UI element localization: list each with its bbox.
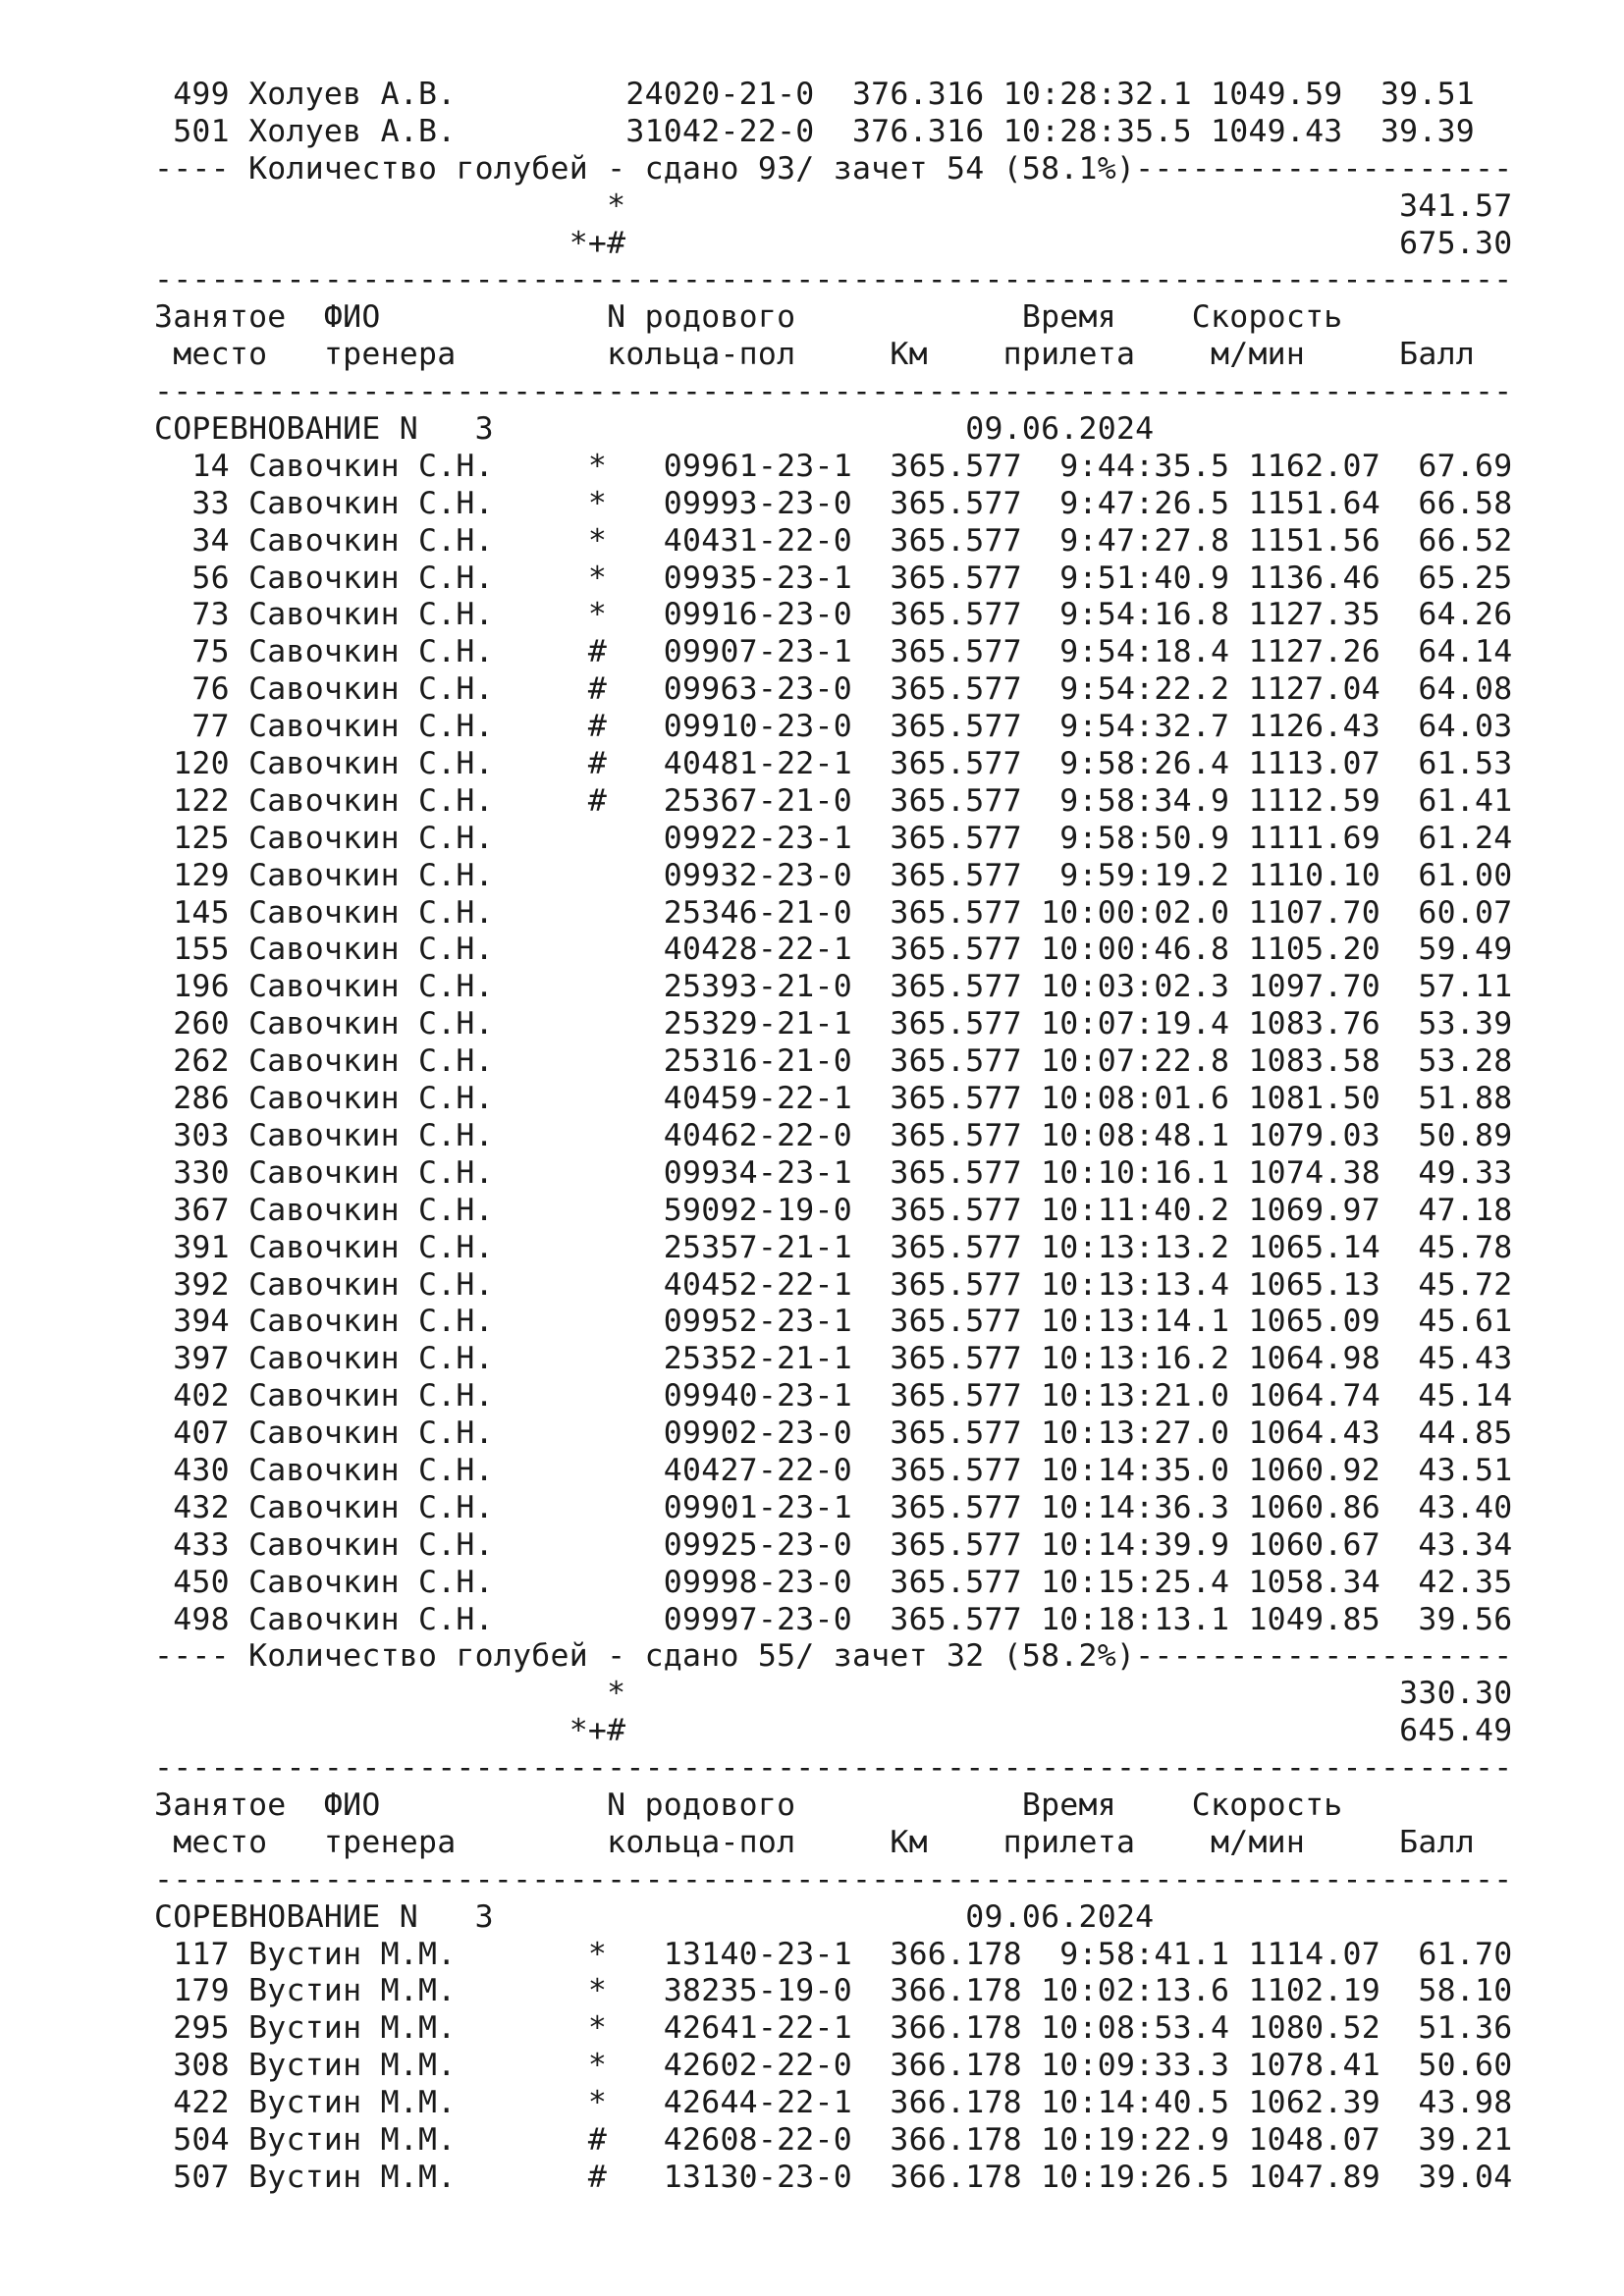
report-line: 75 Савочкин С.Н. # 09907-23-1 365.577 9:54:18.4 1127.26 64.14 [154, 634, 1513, 670]
report-line: 433 Савочкин С.Н. 09925-23-0 365.577 10:14:39.9 1060.67 43.34 [154, 1526, 1513, 1563]
report-line: 77 Савочкин С.Н. # 09910-23-0 365.577 9:54:32.7 1126.43 64.03 [154, 709, 1513, 745]
report-line: 394 Савочкин С.Н. 09952-23-1 365.577 10:13:14.1 1065.09 45.61 [154, 1304, 1513, 1340]
report-line: 33 Савочкин С.Н. * 09993-23-0 365.577 9:47:26.5 1151.64 66.58 [154, 485, 1513, 521]
report-line: 286 Савочкин С.Н. 40459-22-1 365.577 10:08:01.6 1081.50 51.88 [154, 1081, 1513, 1117]
report-line: * 341.57 [154, 187, 1513, 224]
report-line: 34 Савочкин С.Н. * 40431-22-0 365.577 9:47:27.8 1151.56 66.52 [154, 522, 1513, 559]
report-line: *+# 645.49 [154, 1713, 1513, 1749]
report-line: ---- Количество голубей - сдано 93/ зачет 54 (58.1%)-------------------- [154, 150, 1513, 187]
report-line: 330 Савочкин С.Н. 09934-23-1 365.577 10:10:16.1 1074.38 49.33 [154, 1154, 1513, 1191]
report-line: 450 Савочкин С.Н. 09998-23-0 365.577 10:15:25.4 1058.34 42.35 [154, 1564, 1513, 1600]
report-line: место тренера кольца-пол Км прилета м/мин Балл [154, 1824, 1476, 1860]
report-line: 56 Савочкин С.Н. * 09935-23-1 365.577 9:51:40.9 1136.46 65.25 [154, 560, 1513, 596]
report-line: 402 Савочкин С.Н. 09940-23-1 365.577 10:13:21.0 1064.74 45.14 [154, 1378, 1513, 1415]
report-line: 303 Савочкин С.Н. 40462-22-0 365.577 10:08:48.1 1079.03 50.89 [154, 1117, 1513, 1153]
report-line: 499 Холуев А.В. 24020-21-0 376.316 10:28:32.1 1049.59 39.51 [154, 77, 1476, 112]
report-line: 504 Вустин М.М. # 42608-22-0 366.178 10:19:22.9 1048.07 39.21 [154, 2121, 1513, 2158]
report-line: СОРЕВНОВАНИЕ N 3 09.06.2024 [154, 411, 1155, 448]
report-line: 145 Савочкин С.Н. 25346-21-0 365.577 10:00:02.0 1107.70 60.07 [154, 894, 1513, 931]
report-line: Занятое ФИО N родового Время Скорость [154, 1787, 1343, 1823]
report-line: 129 Савочкин С.Н. 09932-23-0 365.577 9:59:19.2 1110.10 61.00 [154, 857, 1513, 893]
report-line: 392 Савочкин С.Н. 40452-22-1 365.577 10:13:13.4 1065.13 45.72 [154, 1266, 1513, 1303]
report-line: место тренера кольца-пол Км прилета м/мин Балл [154, 337, 1476, 373]
report-line: 179 Вустин М.М. * 38235-19-0 366.178 10:02:13.6 1102.19 58.10 [154, 1973, 1513, 2009]
report-line: 262 Савочкин С.Н. 25316-21-0 365.577 10:07:22.8 1083.58 53.28 [154, 1043, 1513, 1080]
report-line: 155 Савочкин С.Н. 40428-22-1 365.577 10:00:46.8 1105.20 59.49 [154, 932, 1513, 968]
report-line: ------------------------------------------------------------------------ [154, 1861, 1513, 1897]
report-line: 507 Вустин М.М. # 13130-23-0 366.178 10:19:26.5 1047.89 39.04 [154, 2159, 1513, 2195]
report-line: ------------------------------------------------------------------------ [154, 262, 1513, 298]
report-line: СОРЕВНОВАНИЕ N 3 09.06.2024 [154, 1898, 1155, 1935]
results-report [154, 77, 1512, 2197]
report-line: ------------------------------------------------------------------------ [154, 1750, 1513, 1787]
report-line: 407 Савочкин С.Н. 09902-23-0 365.577 10:13:27.0 1064.43 44.85 [154, 1415, 1513, 1452]
report-line: 501 Холуев А.В. 31042-22-0 376.316 10:28:35.5 1049.43 39.39 [154, 113, 1476, 149]
report-line: 498 Савочкин С.Н. 09997-23-0 365.577 10:18:13.1 1049.85 39.56 [154, 1601, 1513, 1637]
report-line: 76 Савочкин С.Н. # 09963-23-0 365.577 9:54:22.2 1127.04 64.08 [154, 671, 1513, 708]
report-line: 367 Савочкин С.Н. 59092-19-0 365.577 10:11:40.2 1069.97 47.18 [154, 1192, 1513, 1228]
report-line: 295 Вустин М.М. * 42641-22-1 366.178 10:08:53.4 1080.52 51.36 [154, 2010, 1513, 2047]
report-line: 120 Савочкин С.Н. # 40481-22-1 365.577 9:58:26.4 1113.07 61.53 [154, 746, 1513, 782]
report-line: ------------------------------------------------------------------------ [154, 374, 1513, 410]
report-line: 122 Савочкин С.Н. # 25367-21-0 365.577 9:58:34.9 1112.59 61.41 [154, 782, 1513, 819]
report-line: 391 Савочкин С.Н. 25357-21-1 365.577 10:13:13.2 1065.14 45.78 [154, 1229, 1513, 1265]
report-line: 260 Савочкин С.Н. 25329-21-1 365.577 10:07:19.4 1083.76 53.39 [154, 1006, 1513, 1042]
report-line: 432 Савочкин С.Н. 09901-23-1 365.577 10:14:36.3 1060.86 43.40 [154, 1489, 1513, 1525]
report-line: *+# 675.30 [154, 225, 1513, 261]
report-line: * 330.30 [154, 1676, 1513, 1712]
report-line: 117 Вустин М.М. * 13140-23-1 366.178 9:58:41.1 1114.07 61.70 [154, 1936, 1513, 1972]
report-line: 196 Савочкин С.Н. 25393-21-0 365.577 10:03:02.3 1097.70 57.11 [154, 969, 1513, 1005]
report-line: 73 Савочкин С.Н. * 09916-23-0 365.577 9:54:16.8 1127.35 64.26 [154, 597, 1513, 633]
report-line: 14 Савочкин С.Н. * 09961-23-1 365.577 9:44:35.5 1162.07 67.69 [154, 448, 1513, 484]
report-line: 397 Савочкин С.Н. 25352-21-1 365.577 10:13:16.2 1064.98 45.43 [154, 1341, 1513, 1377]
report-line: 430 Савочкин С.Н. 40427-22-0 365.577 10:14:35.0 1060.92 43.51 [154, 1452, 1513, 1488]
report-line: ---- Количество голубей - сдано 55/ зачет 32 (58.2%)-------------------- [154, 1638, 1513, 1675]
report-line: Занятое ФИО N родового Время Скорость [154, 299, 1343, 336]
report-line: 308 Вустин М.М. * 42602-22-0 366.178 10:09:33.3 1078.41 50.60 [154, 2048, 1513, 2084]
report-line: 422 Вустин М.М. * 42644-22-1 366.178 10:14:40.5 1062.39 43.98 [154, 2085, 1513, 2121]
report-line: 125 Савочкин С.Н. 09922-23-1 365.577 9:58:50.9 1111.69 61.24 [154, 820, 1513, 856]
